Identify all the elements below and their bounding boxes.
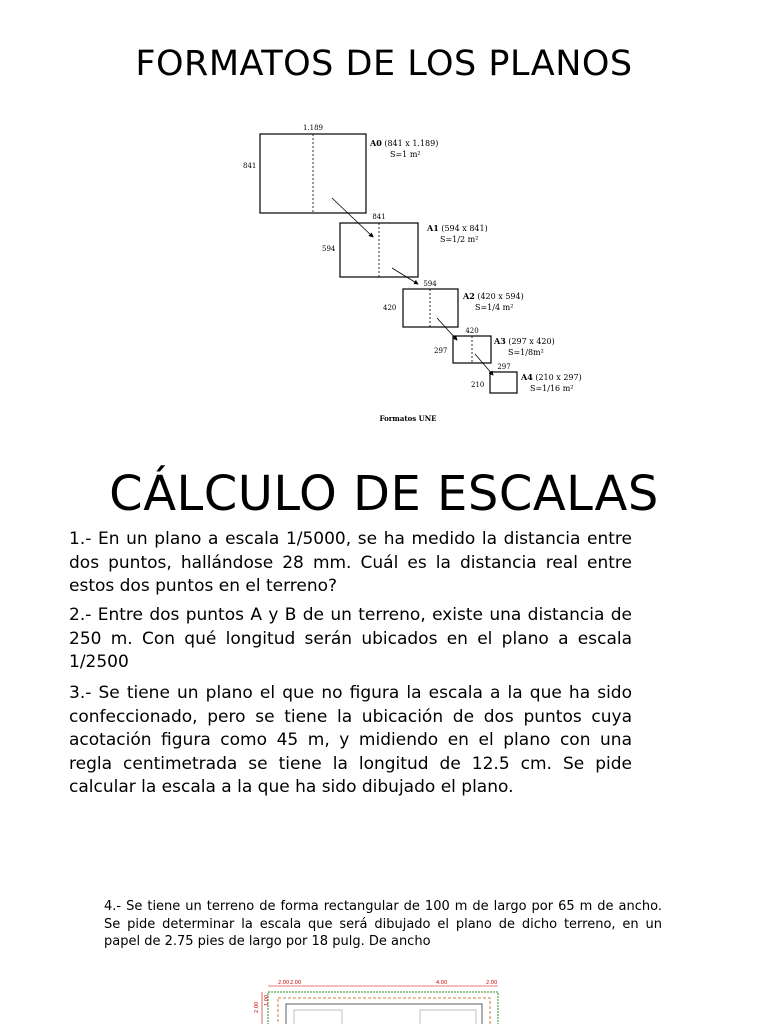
a1-area: S=1/2 m² xyxy=(440,235,479,244)
a4-height-label: 210 xyxy=(471,381,485,389)
plan-dim-2: 2.00 xyxy=(290,980,302,986)
a2-height-label: 420 xyxy=(383,304,397,312)
a3-label: A3 (297 x 420) xyxy=(494,336,555,346)
a0-width-label: 1.189 xyxy=(302,124,324,132)
a1-width-label: 841 xyxy=(372,213,386,221)
a1-height-label: 594 xyxy=(322,245,336,253)
problem-2: 2.- Entre dos puntos A y B de un terreno, existe una distancia de 250 m. Con qué longitud serán ubicados en el plano a escala 1/2500 xyxy=(69,605,632,672)
page-title: FORMATOS DE LOS PLANOS xyxy=(135,44,633,84)
plan-dim-5: 2.00 xyxy=(254,1001,260,1013)
a4-width-label: 297 xyxy=(497,363,511,371)
a4-area: S=1/16 m² xyxy=(530,384,574,393)
problem-4: 4.- Se tiene un terreno de forma rectangular de 100 m de largo por 65 m de ancho. Se pide determinar la escala que será dibujado el plano de dicho terreno, en un papel de 2.75 pies de largo por 18 pulg. De ancho xyxy=(104,899,662,949)
plan-dim-1: 2.00 xyxy=(278,980,290,986)
problem-1: 1.- En un plano a escala 1/5000, se ha medido la distancia entre dos puntos, hallándose 28 mm. Cuál es la distancia real entre estos dos puntos en el terreno? xyxy=(69,529,632,596)
a0-label: A0 (841 x 1.189) xyxy=(370,138,439,148)
paper-formats-diagram xyxy=(225,118,605,428)
a0-area: S=1 m² xyxy=(390,150,421,159)
floor-plan-svg xyxy=(250,976,510,1024)
a2-area: S=1/4 m² xyxy=(475,303,514,312)
a1-label: A1 (594 x 841) xyxy=(427,223,488,233)
a4-rect xyxy=(490,372,517,393)
a3-height-label: 297 xyxy=(434,347,448,355)
a2-label: A2 (420 x 594) xyxy=(463,291,524,301)
a2-rect xyxy=(403,289,458,327)
plan-dim-6: 1.00 xyxy=(264,994,270,1006)
a3-area: S=1/8m² xyxy=(508,348,544,357)
floor-plan-drawing xyxy=(250,976,510,1024)
a4-label: A4 (210 x 297) xyxy=(521,372,582,382)
a3-width-label: 420 xyxy=(465,327,479,335)
figure-caption: Formatos UNE xyxy=(379,414,437,423)
section-title: CÁLCULO DE ESCALAS xyxy=(109,466,659,522)
plan-dim-3: 4.00 xyxy=(436,980,448,986)
a0-rect xyxy=(260,134,366,213)
problem-3: 3.- Se tiene un plano el que no figura la escala a la que ha sido confeccionado, pero se tiene la ubicación de dos puntos cuya acotación figura como 45 m, y midiendo en el plano con una regla centimetrada se tiene la longitud de 12.5 cm. Se pide calcular la escala a la que ha sido dibujado el plano. xyxy=(69,683,632,797)
a2-width-label: 594 xyxy=(423,280,437,288)
a0-height-label: 841 xyxy=(243,162,257,170)
paper-formats-figure xyxy=(225,118,605,428)
plan-dim-4: 2.00 xyxy=(486,980,498,986)
